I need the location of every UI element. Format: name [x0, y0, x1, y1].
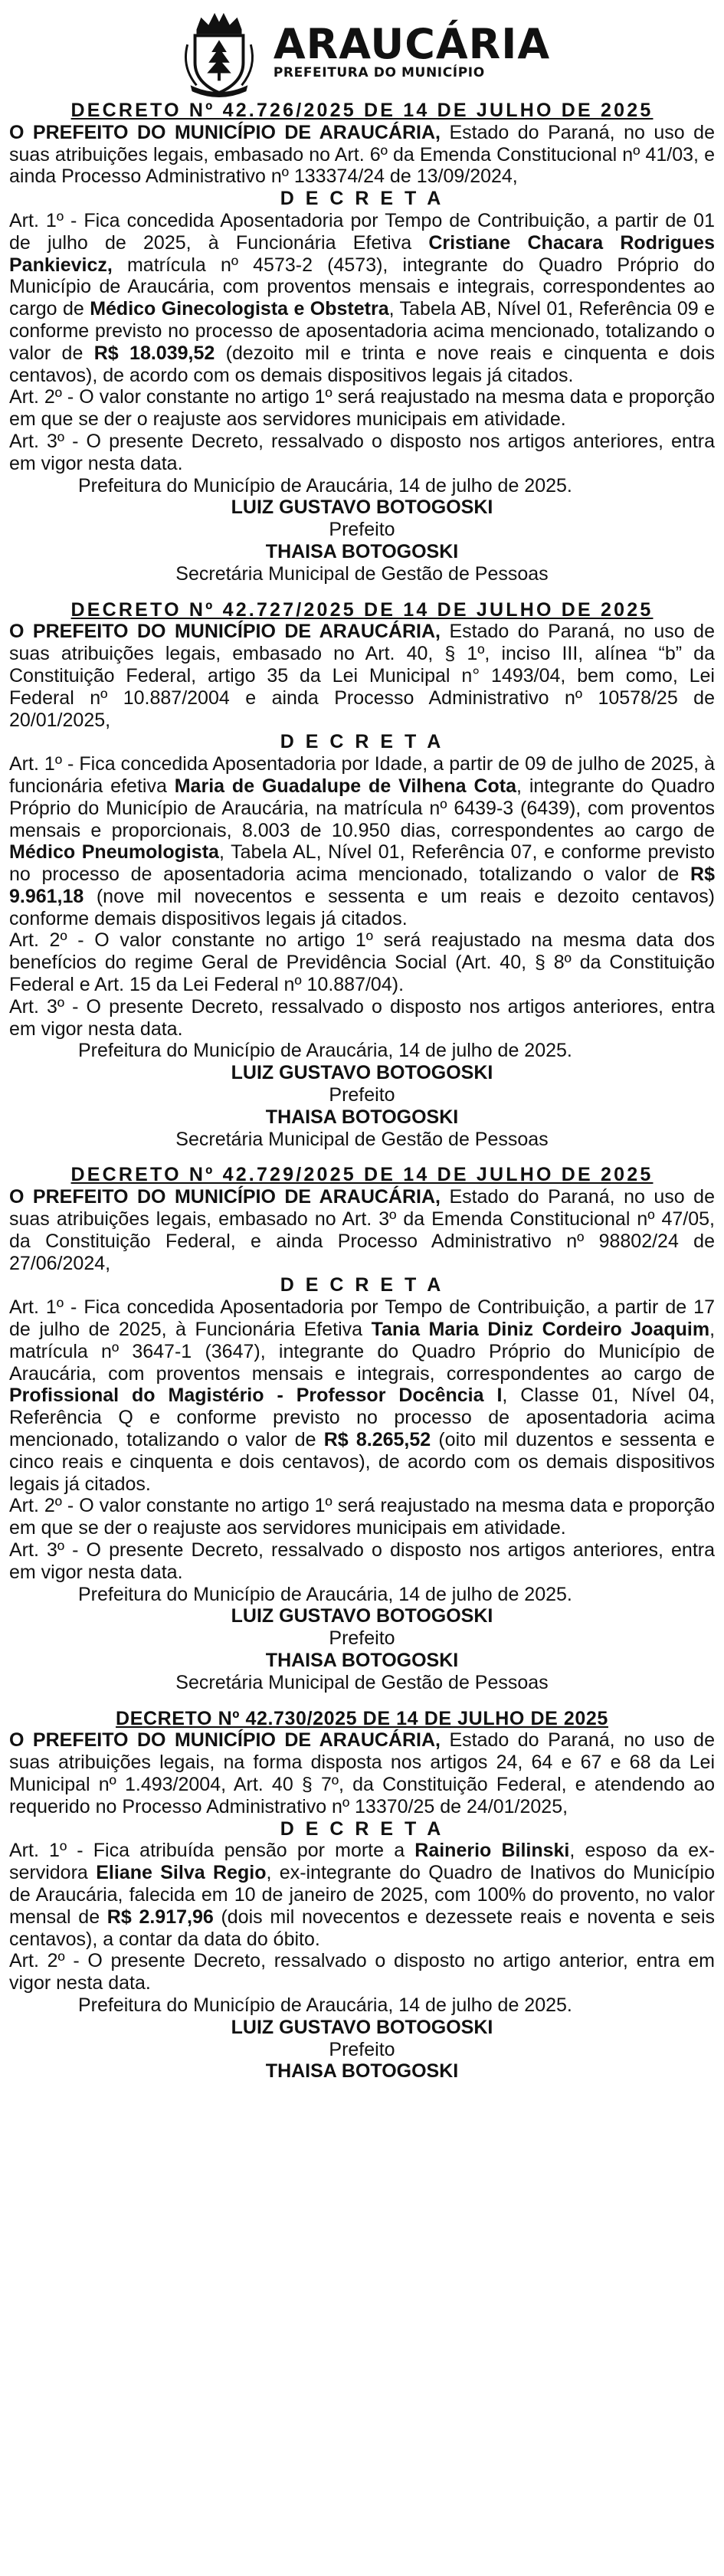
brand-name: ARAUCÁRIA — [273, 20, 551, 68]
text-run: matrícula nº 4573-2 (4573), integrante do Quadro Próprio do Município de Araucária, com proventos mensais e integrais, correspondentes ao cargo de — [9, 254, 715, 320]
article-paragraph — [9, 386, 715, 431]
text-run: Art. 3º - O presente Decreto, ressalvado o disposto nos artigos anteriores, entra em vigor nesta data. — [9, 430, 715, 474]
article-paragraph — [9, 1539, 715, 1584]
text-run: , esposo da ex-servidora — [9, 1840, 716, 1884]
signatory-role: Prefeito — [329, 1627, 395, 1650]
decreta-heading: D E C R E T A — [280, 731, 444, 753]
text-run: Estado do Paraná, no uso de suas atribuições legais, embasado no Art. 3º da Emenda Constitucional nº 47/05, da Constituição Federal, e ainda Processo Administrativo nº 98802/24 de 27/06/2024, — [9, 1186, 715, 1274]
signatory-role: Secretária Municipal de Gestão de Pessoas — [175, 1128, 549, 1150]
text-run: Estado do Paraná, no uso de suas atribuições legais, embasado no Art. 40, § 1º, inciso III, alínea “b” da Constituição Federal, artigo 35 da Lei Municipal n° 1493/04, bem como, Lei Federal nº 10.887/2004 e ainda Processo Administrativo nº 10578/25 de 20/01/2025, — [9, 621, 715, 731]
brand-block — [273, 20, 551, 80]
bold-run: R$ 8.265,52 — [323, 1429, 431, 1451]
signatory-name: THAISA BOTOGOSKI — [265, 1106, 459, 1128]
text-run: , Tabela AB, Nível 01, Referência 09 e conforme previsto no processo de aposentadoria acima mencionado, totalizando o valor de — [9, 298, 715, 364]
article-paragraph — [9, 753, 715, 929]
place-date: Prefeitura do Município de Araucária, 14 de julho de 2025. — [78, 1583, 572, 1605]
text-run: , Tabela AL, Nível 01, Referência 07, e conforme previsto no processo de aposentadoria acima mencionado, totalizando o valor de — [9, 841, 715, 886]
article-paragraph — [9, 431, 715, 475]
text-run: , integrante do Quadro Próprio do Município de Araucária, na matrícula nº 6439-3 (6439), com proventos mensais e proporcionais, 8.003 de 10.950 dias, correspondentes ao cargo de — [9, 775, 715, 841]
decree-preamble — [9, 621, 715, 731]
text-run: (dezoito mil e trinta e nove reais e cinquenta e dois centavos), de acordo com os demais dispositivos legais já citados. — [9, 342, 716, 386]
text-run: Art. 1º - Fica concedida Aposentadoria por Idade, a partir de 09 de julho de 2025, à funcionária efetiva — [9, 753, 715, 797]
decree-section — [9, 599, 715, 1151]
article-paragraph — [9, 1840, 715, 1950]
coat-of-arms-icon — [174, 7, 264, 97]
decreta-heading: D E C R E T A — [280, 188, 444, 210]
bold-run: O PREFEITO DO MUNICÍPIO DE ARAUCÁRIA, — [9, 121, 441, 143]
decree-title: DECRETO Nº 42.730/2025 DE 14 DE JULHO DE 2025 — [116, 1707, 608, 1729]
article-paragraph — [9, 210, 715, 386]
decree-title: DECRETO Nº 42.729/2025 DE 14 DE JULHO DE 2025 — [70, 1164, 654, 1186]
decree-section — [9, 1708, 715, 2083]
signatory-role: Prefeito — [329, 1084, 395, 1106]
signatory-name: THAISA BOTOGOSKI — [265, 540, 459, 562]
text-run: Art. 3º - O presente Decreto, ressalvado o disposto nos artigos anteriores, entra em vigor nesta data. — [9, 1539, 715, 1583]
text-run: (nove mil novecentos e sessenta e um reais e dezoito centavos) conforme demais dispositivos legais já citados. — [9, 885, 715, 929]
text-run: (oito mil duzentos e sessenta e cinco reais e cinquenta e dois centavos), de acordo com os demais dispositivos legais já citados. — [9, 1429, 716, 1495]
bold-run: R$ 18.039,52 — [93, 342, 215, 364]
decreta-heading: D E C R E T A — [280, 1817, 444, 1840]
bold-run: Médico Pneumologista — [9, 841, 219, 864]
text-run: , Classe 01, Nível 04, Referência Q e conforme previsto no processo de aposentadoria acima mencionado, totalizando o valor de — [9, 1385, 715, 1451]
text-run: Art. 3º - O presente Decreto, ressalvado o disposto nos artigos anteriores, entra em vigor nesta data. — [9, 995, 715, 1040]
text-run: Art. 1º - Fica atribuída pensão por morte a — [9, 1840, 415, 1862]
decree-title: DECRETO Nº 42.727/2025 DE 14 DE JULHO DE 2025 — [70, 598, 654, 621]
article-paragraph — [9, 996, 715, 1041]
bold-run: R$ 9.961,18 — [9, 864, 715, 907]
bold-run: Maria de Guadalupe de Vilhena Cota — [174, 775, 517, 797]
text-run: Estado do Paraná, no uso de suas atribuições legais, na forma disposta nos artigos 24, 64 e 67 e 68 da Lei Municipal nº 1.493/2004, Art. 40 § 7º, da Constituição Federal, e atendendo ao requerido no Processo Administrativo nº 13370/25 de 24/01/2025, — [9, 1729, 715, 1817]
signatory-role: Prefeito — [329, 2038, 395, 2060]
bold-run: R$ 2.917,96 — [106, 1906, 214, 1928]
decree-preamble — [9, 122, 715, 188]
signatory-name: THAISA BOTOGOSKI — [265, 1649, 459, 1671]
page-header — [9, 0, 715, 100]
text-run: Art. 2º - O valor constante no artigo 1º será reajustado na mesma data e proporção em que se der o reajuste aos servidores municipais em atividade. — [9, 386, 715, 431]
place-date: Prefeitura do Município de Araucária, 14 de julho de 2025. — [78, 1040, 572, 1062]
article-paragraph — [9, 1296, 715, 1495]
text-run: Art. 2º - O valor constante no artigo 1º será reajustado na mesma data dos benefícios do regime Geral de Previdência Social (Art. 40, § 8º da Constituição Federal e Art. 15 da Lei Federal nº 10.887/04). — [9, 929, 715, 996]
place-date: Prefeitura do Município de Araucária, 14 de julho de 2025. — [78, 474, 572, 497]
text-run: , ex-integrante do Quadro de Inativos do Município de Araucária, falecida em 10 de janeiro de 2025, com 100% do provento, no valor mensal de — [9, 1862, 716, 1928]
decree-list — [9, 100, 715, 2083]
bold-run: O PREFEITO DO MUNICÍPIO DE ARAUCÁRIA, — [9, 621, 441, 643]
signatory-name: LUIZ GUSTAVO BOTOGOSKI — [231, 1062, 493, 1084]
text-run: , matrícula nº 3647-1 (3647), integrante do Quadro Próprio do Município de Araucária, com proventos mensais e integrais, correspondentes ao cargo de — [9, 1319, 716, 1385]
bold-run: Eliane Silva Regio — [96, 1862, 267, 1884]
bold-run: Cristiane Chacara Rodrigues Pankievicz, — [9, 231, 715, 276]
signatory-name: THAISA BOTOGOSKI — [265, 2060, 459, 2083]
decree-section — [9, 1164, 715, 1693]
text-run: Estado do Paraná, no uso de suas atribuições legais, embasado no Art. 6º da Emenda Constitucional nº 41/03, e ainda Processo Administrativo nº 133374/24 de 13/09/2024, — [9, 121, 715, 188]
signatory-name: LUIZ GUSTAVO BOTOGOSKI — [231, 1605, 493, 1627]
bold-run: Médico Ginecologista e Obstetra — [90, 298, 389, 320]
text-run: Art. 2º - O presente Decreto, ressalvado o disposto no artigo anterior, entra em vigor nesta data. — [9, 1950, 715, 1994]
decree-preamble — [9, 1729, 715, 1817]
bold-run: O PREFEITO DO MUNICÍPIO DE ARAUCÁRIA, — [9, 1729, 441, 1752]
brand-subtitle: PREFEITURA DO MUNICÍPIO — [273, 65, 485, 80]
signatory-role: Secretária Municipal de Gestão de Pessoas — [175, 562, 549, 585]
bold-run: Rainerio Bilinski — [414, 1840, 570, 1862]
decree-preamble — [9, 1186, 715, 1274]
signatory-name: LUIZ GUSTAVO BOTOGOSKI — [231, 497, 493, 519]
text-run: Art. 1º - Fica concedida Aposentadoria por Tempo de Contribuição, a partir de 17 de julho de 2025, à Funcionária Efetiva — [9, 1296, 715, 1341]
bold-run: Tania Maria Diniz Cordeiro Joaquim — [371, 1319, 710, 1341]
signatory-role: Prefeito — [329, 519, 395, 541]
decree-title: DECRETO Nº 42.726/2025 DE 14 DE JULHO DE 2025 — [70, 100, 654, 121]
text-run: Art. 1º - Fica concedida Aposentadoria por Tempo de Contribuição, a partir de 01 de julho de 2025, à Funcionária Efetiva — [9, 209, 715, 254]
signatory-name: LUIZ GUSTAVO BOTOGOSKI — [231, 2016, 493, 2038]
article-paragraph — [9, 1950, 715, 1994]
bold-run: Profissional do Magistério - Professor Docência I — [9, 1385, 503, 1407]
decree-section — [9, 100, 715, 585]
bold-run: O PREFEITO DO MUNICÍPIO DE ARAUCÁRIA, — [9, 1186, 441, 1208]
article-paragraph — [9, 929, 715, 995]
signatory-role: Secretária Municipal de Gestão de Pessoas — [175, 1671, 549, 1693]
text-run: (dois mil novecentos e dezessete reais e noventa e seis centavos), a contar da data do óbito. — [9, 1906, 715, 1950]
text-run: Art. 2º - O valor constante no artigo 1º será reajustado na mesma data e proporção em que se der o reajuste aos servidores municipais em atividade. — [9, 1495, 715, 1539]
decreta-heading: D E C R E T A — [280, 1274, 444, 1296]
place-date: Prefeitura do Município de Araucária, 14 de julho de 2025. — [78, 1994, 572, 2016]
article-paragraph — [9, 1495, 715, 1539]
